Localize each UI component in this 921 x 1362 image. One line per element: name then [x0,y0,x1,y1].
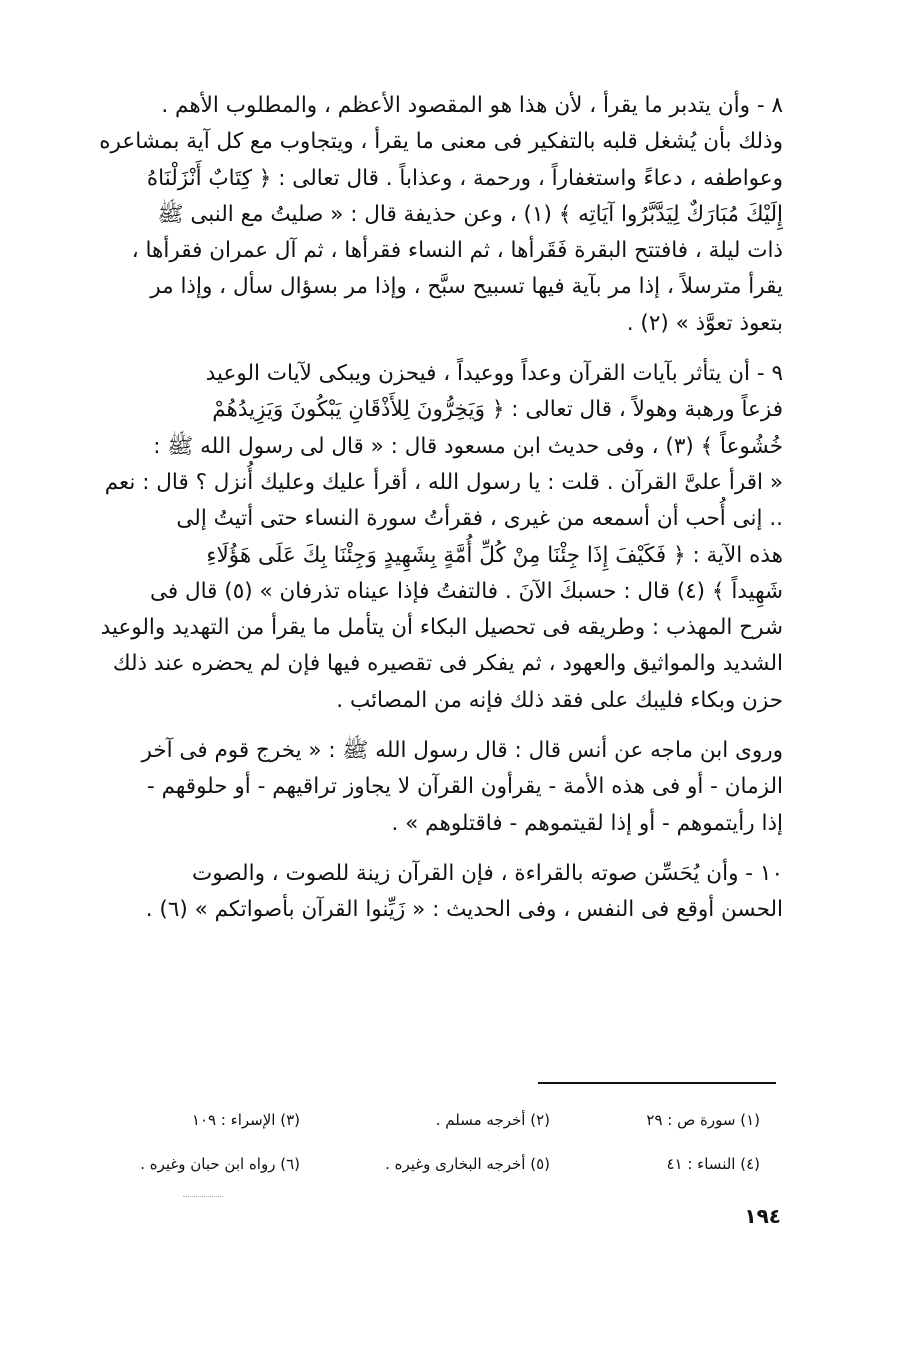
main-text [60,88,783,943]
text-line: إذا رأيتموهم - أو إذا لقيتموهم - فاقتلوهم » . [391,810,783,836]
text-line: الحسن أوقع فى النفس ، وفى الحديث : « زَيِّنوا القرآن بأصواتكم » (٦) . [145,897,783,923]
footnote-divider [538,1082,776,1084]
footnote-3: (٣) الإسراء : ١٠٩ [191,1111,300,1129]
footnote-row [60,1098,760,1142]
footnote-2: (٢) أخرجه مسلم . [435,1111,550,1129]
text-line: بتعوذ تعوَّذ » (٢) . [626,310,783,336]
text-line: الزمان - أو فى هذه الأمة - يقرأون القرآن لا يجاوز تراقيهم - أو حلوقهم - [146,774,783,800]
text-line: ١٠ - وأن يُحَسِّن صوته بالقراءة ، فإن القرآن زينة للصوت ، والصوت [192,860,783,886]
text-line: وعواطفه ، دعاءً واستغفاراً ، ورحمة ، وعذاباً . قال تعالى : ﴿ كِتَابٌ أَنْزَلْنَاهُ [146,165,783,191]
paragraph-8 [60,88,783,342]
text-line: شَهِيداً ﴾ (٤) قال : حسبكَ الآنَ . فالتفتُ فإذا عيناه تذرفان » (٥) قال فى [149,578,783,604]
text-line: « اقرأ علىَّ القرآن . قلت : يا رسول الله ، أقرأ عليك وعليك أُنزل ؟ قال : نعم [104,469,783,495]
text-line: ٩ - أن يتأثر بآيات القرآن وعداً ووعيداً ، فيحزن ويبكى لآيات الوعيد [205,361,783,387]
text-line: يقرأ مترسلاً ، إذا مر بآية فيها تسبيح سبَّح ، وإذا مر بسؤال سأل ، وإذا مر [150,274,783,300]
page-number: ١٩٤ [744,1204,781,1228]
paragraph-ibn-majah [60,733,783,842]
text-line: .. إنى أُحب أن أسمعه من غيرى ، فقرأتُ سورة النساء حتى أتيتُ إلى [176,506,783,532]
footnote-4: (٤) النساء : ٤١ [666,1155,760,1173]
footnote-6: (٦) رواه ابن حبان وغيره . [140,1155,300,1173]
scan-artifact [183,1196,223,1197]
text-line: فزعاً ورهبة وهولاً ، قال تعالى : ﴿ وَيَخِرُّونَ لِلأَذْقَانِ يَبْكُونَ وَيَزِيدُهُمْ [212,397,783,423]
text-line: شرح المهذب : وطريقه فى تحصيل البكاء أن يتأمل ما يقرأ من التهديد والوعيد [100,615,783,641]
text-line: ٨ - وأن يتدبر ما يقرأ ، لأن هذا هو المقصود الأعظم ، والمطلوب الأهم . [161,93,783,118]
footnote-5: (٥) أخرجه البخارى وغيره . [385,1155,550,1173]
text-line: وذلك بأن يُشغل قلبه بالتفكير فى معنى ما يقرأ ، ويتجاوب مع كل آية بمشاعره [99,129,783,155]
text-line: خُشُوعاً ﴾ (٣) ، وفى حديث ابن مسعود قال : « قال لى رسول الله ﷺ : [153,433,783,459]
footnotes [60,1098,760,1186]
text-line: حزن وبكاء فليبك على فقد ذلك فإنه من المصائب . [336,687,783,713]
footnote-1: (١) سورة ص : ٢٩ [646,1111,760,1129]
text-line: ذات ليلة ، فافتتح البقرة فَقَرأها ، ثم النساء فقرأها ، ثم آل عمران فقرأها ، [131,238,783,264]
text-line: إِلَيْكَ مُبَارَكٌ لِيَدَّبَّرُوا آيَاتِه ﴾ (١) ، وعن حذيفة قال : « صليتُ مع النبى ﷺ [157,201,783,227]
footnote-row [60,1142,760,1186]
paragraph-9 [60,356,783,719]
text-line: وروى ابن ماجه عن أنس قال : قال رسول الله ﷺ : « يخرج قوم فى آخر [141,738,783,764]
text-line: هذه الآية : ﴿ فَكَيْفَ إِذَا جِئْنَا مِنْ كُلِّ أُمَّةٍ بِشَهِيدٍ وَجِئْنَا بِكَ عَلَى هَؤُلَاءِ [206,542,783,568]
text-line: الشديد والمواثيق والعهود ، ثم يفكر فى تقصيره فيها فإن لم يحضره عند ذلك [112,651,783,677]
paragraph-10 [60,856,783,929]
